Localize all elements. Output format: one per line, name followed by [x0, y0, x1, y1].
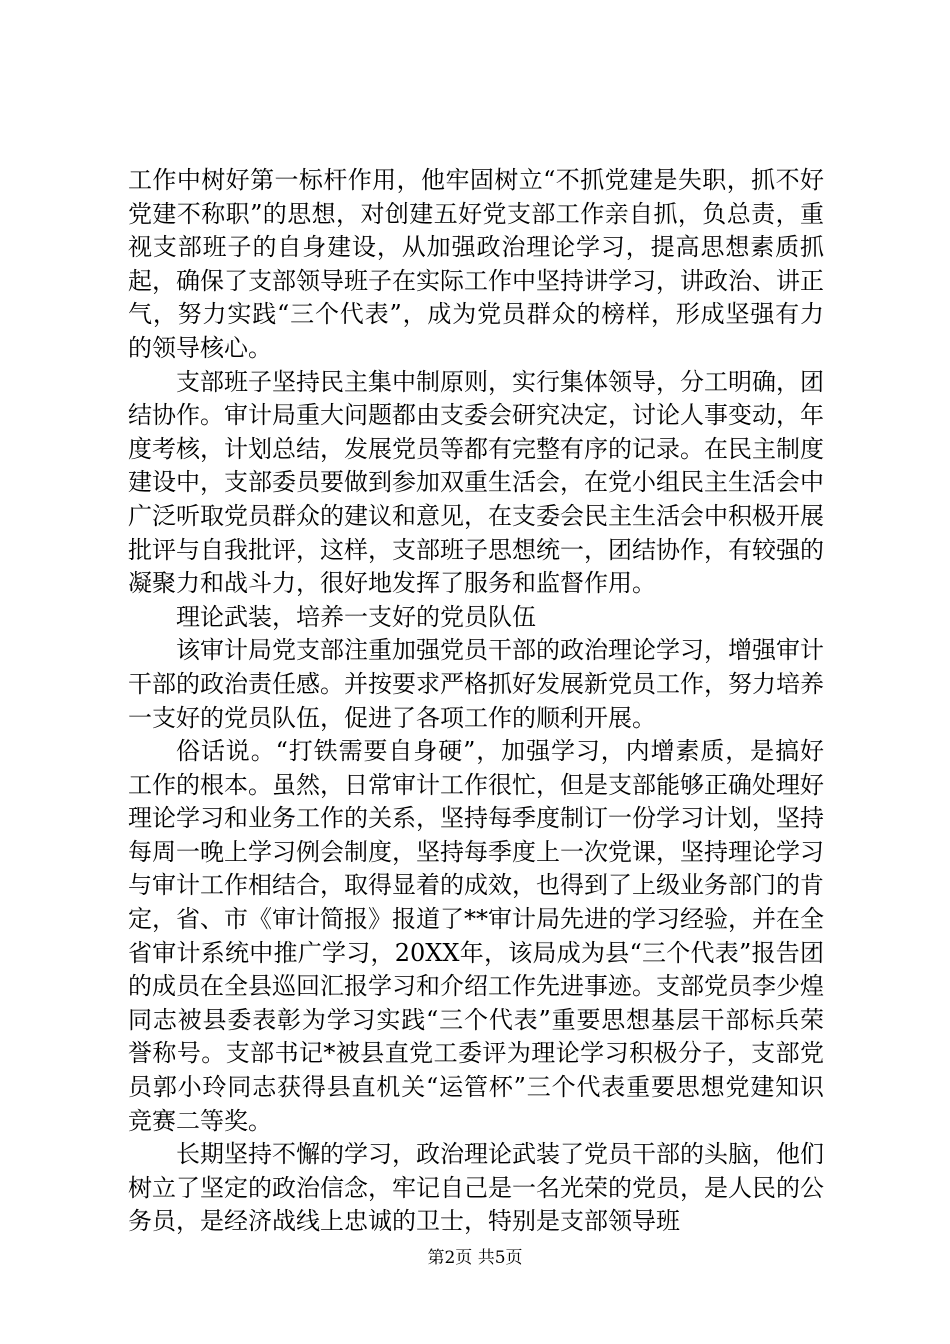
paragraph-3: 该审计局党支部注重加强党员干部的政治理论学习，增强审计干部的政治责任感。并按要求严格抓好发展新党员工作，努力培养一支好的党员队伍，促进了各项工作的顺利开展。	[128, 636, 824, 732]
paragraph-1: 工作中树好第一标杆作用，他牢固树立“不抓党建是失职，抓不好党建不称职”的思想，对创建五好党支部工作亲自抓，负总责，重视支部班子的自身建设，从加强政治理论学习，提高思想素质抓起，确保了支部领导班子在实际工作中坚持讲学习，讲政治、讲正气，努力实践“三个代表”，成为党员群众的榜样，形成坚强有力的领导核心。	[128, 166, 824, 362]
paragraph-2: 支部班子坚持民主集中制原则，实行集体领导，分工明确，团结协作。审计局重大问题都由支委会研究决定，讨论人事变动，年度考核，计划总结，发展党员等都有完整有序的记录。在民主制度建设中，支部委员要做到参加双重生活会，在党小组民主生活会中广泛听取党员群众的建议和意见，在支委会民主生活会中积极开展批评与自我批评，这样，支部班子思想统一，团结协作，有较强的凝聚力和战斗力，很好地发挥了服务和监督作用。	[128, 367, 824, 598]
section-heading: 理论武装，培养一支好的党员队伍	[176, 602, 536, 631]
paragraph-5: 长期坚持不懈的学习，政治理论武装了党员干部的头脑，他们树立了坚定的政治信念，牢记自己是一名光荣的党员，是人民的公务员，是经济战线上忠诚的卫士，特别是支部领导班	[128, 1140, 824, 1236]
page-number-footer: 第2页 共5页	[427, 1248, 523, 1268]
paragraph-4: 俗话说。“打铁需要自身硬”，加强学习，内增素质，是搞好工作的根本。虽然，日常审计工作很忙，但是支部能够正确处理好理论学习和业务工作的关系，坚持每季度制订一份学习计划，坚持每周一晚上学习例会制度，坚持每季度上一次党课，坚持理论学习与审计工作相结合，取得显着的成效，也得到了上级业务部门的肯定，省、市《审计简报》报道了**审计局先进的学习经验，并在全省审计系统中推广学习，20XX年，该局成为县“三个代表”报告团的成员在全县巡回汇报学习和介绍工作先进事迹。支部党员李少煌同志被县委表彰为学习实践“三个代表”重要思想基层干部标兵荣誉称号。支部书记*被县直党工委评为理论学习积极分子，支部党员郭小玲同志获得县直机关“运管杯”三个代表重要思想党建知识竞赛二等奖。	[128, 737, 824, 1135]
document-body	[128, 164, 824, 1239]
